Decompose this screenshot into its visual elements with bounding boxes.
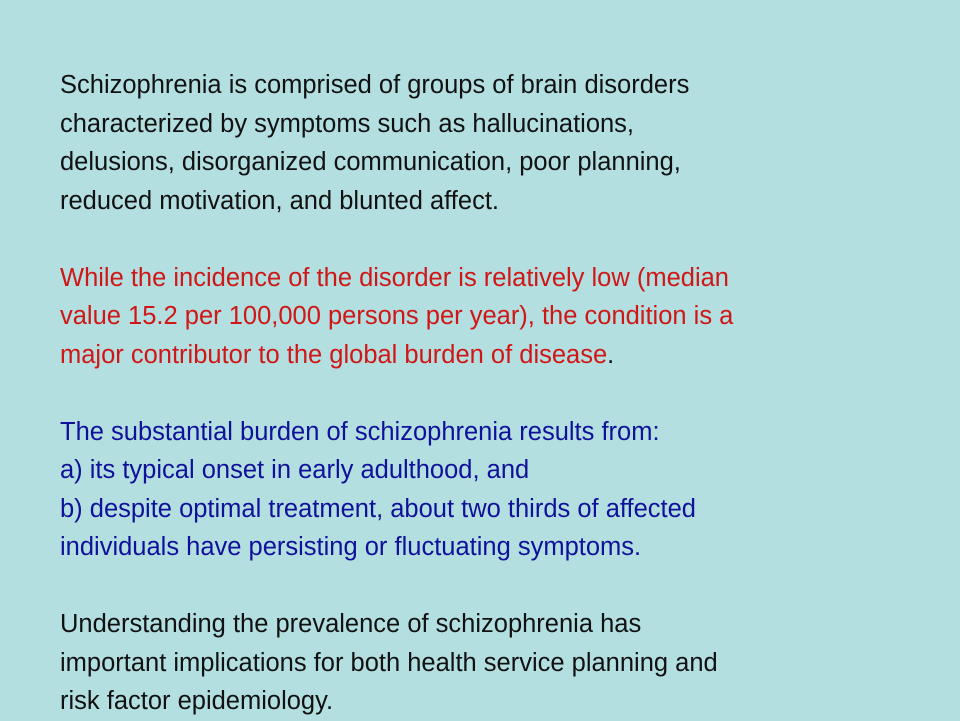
slide-body	[60, 66, 940, 721]
text-line: risk factor epidemiology.	[60, 687, 334, 715]
text-line: a) its typical onset in early adulthood, and	[60, 456, 530, 484]
text-line	[60, 336, 940, 375]
text-line: While the incidence of the disorder is relatively low (median	[60, 263, 729, 292]
text-line: characterized by symptoms such as hallucinations,	[60, 109, 635, 138]
text-line-content: major contributor to the global burden of disease	[60, 340, 608, 369]
paragraph-prevalence	[60, 605, 940, 721]
text-line: value 15.2 per 100,000 persons per year), the condition is a	[60, 302, 734, 330]
text-line: individuals have persisting or fluctuating symptoms.	[60, 533, 642, 561]
text-line: Understanding the prevalence of schizophrenia has	[60, 610, 642, 638]
text-line: reduced motivation, and blunted affect.	[60, 186, 499, 215]
paragraph-definition	[60, 66, 940, 220]
paragraph-burden	[60, 413, 940, 567]
paragraph-incidence	[60, 259, 940, 375]
text-line: b) despite optimal treatment, about two thirds of affected	[60, 494, 696, 523]
text-line: delusions, disorganized communication, poor planning,	[60, 148, 681, 176]
trailing-period: .	[607, 340, 615, 369]
text-line: important implications for both health service planning and	[60, 648, 718, 677]
text-line: The substantial burden of schizophrenia results from:	[60, 417, 660, 446]
text-line: Schizophrenia is comprised of groups of brain disorders	[60, 71, 690, 99]
